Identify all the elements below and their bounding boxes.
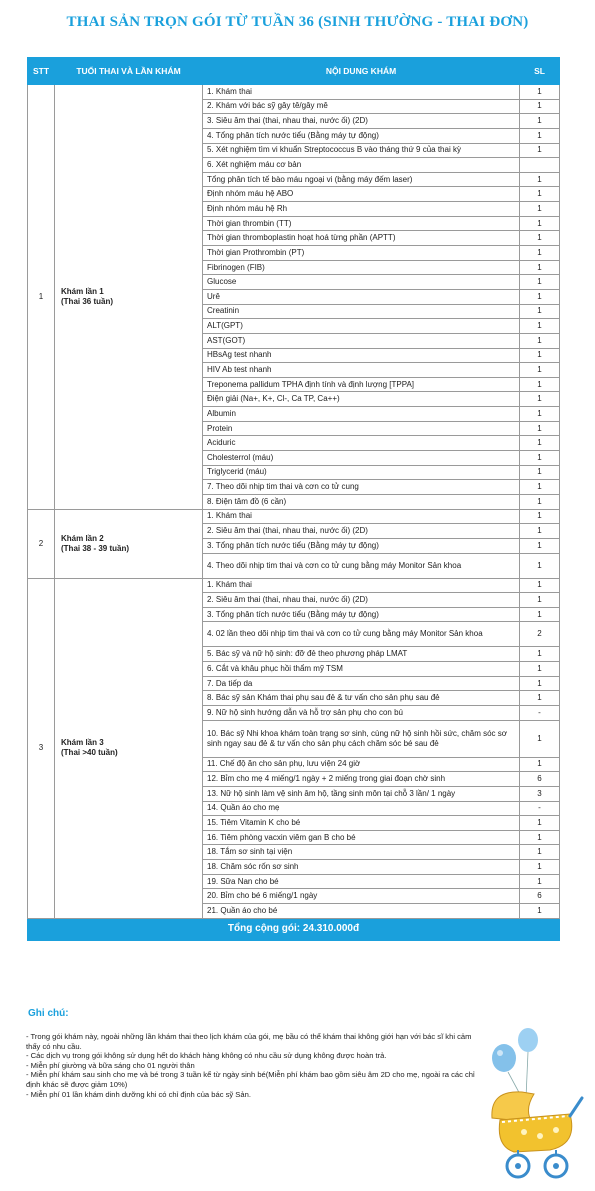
notes-title: Ghi chú:: [28, 1008, 69, 1019]
quantity-cell: 1: [520, 509, 560, 524]
visit-cell: [55, 578, 203, 918]
quantity-cell: 6: [520, 889, 560, 904]
content-cell: 20. Bỉm cho bé 6 miếng/1 ngày: [203, 889, 520, 904]
table-row: [28, 509, 560, 524]
content-cell: Tổng phân tích tế bào máu ngoại vi (bằng máy đếm laser): [203, 172, 520, 187]
content-cell: 18. Chăm sóc rốn sơ sinh: [203, 860, 520, 875]
quantity-cell: 1: [520, 289, 560, 304]
quantity-cell: 1: [520, 187, 560, 202]
quantity-cell: 1: [520, 607, 560, 622]
content-cell: 2. Siêu âm thai (thai, nhau thai, nước ối) (2D): [203, 593, 520, 608]
quantity-cell: 1: [520, 99, 560, 114]
quantity-cell: 1: [520, 465, 560, 480]
content-cell: HIV Ab test nhanh: [203, 363, 520, 378]
table-body: [28, 85, 560, 919]
quantity-cell: 2: [520, 622, 560, 647]
note-item: - Miễn phí khám sau sinh cho mẹ và bé trong 3 tuần kể từ ngày sinh bé(Miễn phí khám bao gồm siêu âm 2D cho mẹ, ngoài ra các chỉ định khác sẽ được giảm 10%): [26, 1070, 475, 1089]
note-item: - Trong gói khám này, ngoài những lần khám thai theo lịch khám của gói, mẹ bầu có thể khám thai không giới hạn với bác sĩ khi cảm thấy có nhu cầu.: [26, 1032, 472, 1051]
content-cell: 1. Khám thai: [203, 578, 520, 593]
content-cell: Triglycerid (máu): [203, 465, 520, 480]
quantity-cell: 1: [520, 845, 560, 860]
content-cell: 11. Chế độ ăn cho sản phụ, lưu viện 24 giờ: [203, 757, 520, 772]
quantity-cell: 1: [520, 480, 560, 495]
quantity-cell: 1: [520, 377, 560, 392]
quantity-cell: 1: [520, 816, 560, 831]
content-cell: 6. Cắt và khâu phục hồi thẩm mỹ TSM: [203, 662, 520, 677]
header-stt: STT: [28, 58, 55, 85]
stt-cell: 2: [28, 509, 55, 578]
content-cell: 21. Quần áo cho bé: [203, 904, 520, 919]
note-item: - Miễn phí 01 lần khám dinh dưỡng khi có chỉ định của bác sỹ Sản.: [26, 1089, 251, 1099]
notes: [26, 1032, 476, 1099]
content-cell: 10. Bác sỹ Nhi khoa khám toàn trạng sơ sinh, cùng nữ hộ sinh hồi sức, chăm sóc sơ sinh ngay sau đẻ & tư vấn cho sản phụ cách chăm sóc bé sau đẻ: [203, 720, 520, 757]
quantity-cell: 1: [520, 246, 560, 261]
content-cell: 9. Nữ hộ sinh hướng dẫn và hỗ trợ sản phụ cho con bú: [203, 705, 520, 720]
quantity-cell: 1: [520, 830, 560, 845]
content-cell: 4. Theo dõi nhịp tim thai và cơn co tử cung bằng máy Monitor Sản khoa: [203, 553, 520, 578]
content-cell: 4. Tổng phân tích nước tiểu (Bằng máy tự động): [203, 128, 520, 143]
quantity-cell: 1: [520, 538, 560, 553]
content-cell: Fibrinogen (FIB): [203, 260, 520, 275]
quantity-cell: 1: [520, 85, 560, 100]
quantity-cell: 1: [520, 275, 560, 290]
content-cell: 16. Tiêm phòng vacxin viêm gan B cho bé: [203, 830, 520, 845]
content-cell: Albumin: [203, 407, 520, 422]
quantity-cell: 1: [520, 128, 560, 143]
quantity-cell: 1: [520, 216, 560, 231]
content-cell: 19. Sữa Nan cho bé: [203, 874, 520, 889]
table-row: [28, 85, 560, 100]
content-cell: Thời gian Prothrombin (PT): [203, 246, 520, 261]
quantity-cell: 1: [520, 593, 560, 608]
content-cell: 4. 02 lần theo dõi nhịp tim thai và cơn co tử cung bằng máy Monitor Sản khoa: [203, 622, 520, 647]
quantity-cell: 1: [520, 304, 560, 319]
quantity-cell: 1: [520, 904, 560, 919]
visit-label: Khám lần 1: [61, 286, 104, 296]
quantity-cell: 1: [520, 231, 560, 246]
content-cell: Aciduric: [203, 436, 520, 451]
page-title: THAI SẢN TRỌN GÓI TỪ TUẦN 36 (SINH THƯỜNG - THAI ĐƠN): [66, 14, 529, 30]
quantity-cell: 1: [520, 172, 560, 187]
content-cell: Định nhóm máu hệ Rh: [203, 202, 520, 217]
quantity-cell: 1: [520, 691, 560, 706]
content-cell: 2. Siêu âm thai (thai, nhau thai, nước ối) (2D): [203, 524, 520, 539]
table-header-row: [28, 58, 560, 85]
content-cell: 3. Tổng phân tích nước tiểu (Bằng máy tự động): [203, 607, 520, 622]
table-row: [28, 578, 560, 593]
stt-cell: 1: [28, 85, 55, 510]
content-cell: 3. Tổng phân tích nước tiểu (Bằng máy tự động): [203, 538, 520, 553]
content-cell: Treponema pallidum TPHA định tính và định lượng [TPPA]: [203, 377, 520, 392]
content-cell: 3. Siêu âm thai (thai, nhau thai, nước ối) (2D): [203, 114, 520, 129]
content-cell: Glucose: [203, 275, 520, 290]
header-content: NỘI DUNG KHÁM: [203, 58, 520, 85]
quantity-cell: -: [520, 801, 560, 816]
quantity-cell: [520, 158, 560, 173]
total-price: Tổng cộng gói: 24.310.000đ: [28, 918, 560, 940]
quantity-cell: 1: [520, 676, 560, 691]
quantity-cell: 1: [520, 524, 560, 539]
content-cell: 1. Khám thai: [203, 509, 520, 524]
visit-week: (Thai 36 tuần): [61, 296, 114, 306]
content-cell: Định nhóm máu hệ ABO: [203, 187, 520, 202]
quantity-cell: 1: [520, 757, 560, 772]
quantity-cell: 1: [520, 114, 560, 129]
content-cell: Thời gian thrombin (TT): [203, 216, 520, 231]
quantity-cell: 1: [520, 451, 560, 466]
quantity-cell: 1: [520, 662, 560, 677]
content-cell: 13. Nữ hộ sinh làm vệ sinh âm hộ, tầng sinh môn tại chỗ 3 lần/ 1 ngày: [203, 786, 520, 801]
content-cell: 1. Khám thai: [203, 85, 520, 100]
quantity-cell: 1: [520, 578, 560, 593]
content-cell: 7. Theo dõi nhịp tim thai và cơn co tử cung: [203, 480, 520, 495]
balloon-icon: [492, 1044, 516, 1072]
content-cell: 15. Tiêm Vitamin K cho bé: [203, 816, 520, 831]
quantity-cell: 1: [520, 647, 560, 662]
content-cell: 7. Da tiếp da: [203, 676, 520, 691]
content-cell: Protein: [203, 421, 520, 436]
quantity-cell: 1: [520, 860, 560, 875]
balloon-icon: [518, 1028, 538, 1052]
content-cell: 8. Điện tâm đồ (6 cần): [203, 494, 520, 509]
content-cell: ALT(GPT): [203, 319, 520, 334]
content-cell: 8. Bác sỹ sản Khám thai phụ sau đẻ & tư vấn cho sản phụ sau đẻ: [203, 691, 520, 706]
visit-week: (Thai 38 - 39 tuần): [61, 543, 130, 553]
content-cell: Cholesterrol (máu): [203, 451, 520, 466]
content-cell: 12. Bỉm cho mẹ 4 miếng/1 ngày + 2 miếng trong giai đoạn chờ sinh: [203, 772, 520, 787]
note-item: - Các dịch vụ trong gói không sử dụng hết do khách hàng không có nhu cầu sử dụng không được hoàn trả.: [26, 1051, 387, 1061]
content-cell: 2. Khám với bác sỹ gây tê/gây mê: [203, 99, 520, 114]
content-cell: 14. Quần áo cho mẹ: [203, 801, 520, 816]
quantity-cell: 6: [520, 772, 560, 787]
content-cell: Creatinin: [203, 304, 520, 319]
content-cell: Điện giải (Na+, K+, Cl-, Ca TP, Ca++): [203, 392, 520, 407]
baby-stroller-illustration: [470, 1010, 590, 1185]
quantity-cell: 3: [520, 786, 560, 801]
quantity-cell: 1: [520, 260, 560, 275]
quantity-cell: -: [520, 705, 560, 720]
content-cell: 6. Xét nghiệm máu cơ bản: [203, 158, 520, 173]
quantity-cell: 1: [520, 407, 560, 422]
quantity-cell: 1: [520, 363, 560, 378]
quantity-cell: 1: [520, 143, 560, 158]
header-sl: SL: [520, 58, 560, 85]
package-table: [27, 57, 560, 941]
visit-cell: [55, 509, 203, 578]
visit-week: (Thai >40 tuần): [61, 748, 118, 758]
content-cell: 5. Bác sỹ và nữ hộ sinh: đỡ đẻ theo phương pháp LMAT: [203, 647, 520, 662]
content-cell: HBsAg test nhanh: [203, 348, 520, 363]
quantity-cell: 1: [520, 494, 560, 509]
quantity-cell: 1: [520, 720, 560, 757]
quantity-cell: 1: [520, 553, 560, 578]
visit-label: Khám lần 2: [61, 533, 104, 543]
quantity-cell: 1: [520, 436, 560, 451]
quantity-cell: 1: [520, 874, 560, 889]
content-cell: AST(GOT): [203, 333, 520, 348]
content-cell: Thời gian thromboplastin hoạt hoá từng phần (APTT): [203, 231, 520, 246]
quantity-cell: 1: [520, 202, 560, 217]
total-row: [28, 918, 560, 940]
quantity-cell: 1: [520, 421, 560, 436]
quantity-cell: 1: [520, 392, 560, 407]
quantity-cell: 1: [520, 333, 560, 348]
header-visit: TUỔI THAI VÀ LẦN KHÁM: [55, 58, 203, 85]
content-cell: 18. Tắm sơ sinh tại viện: [203, 845, 520, 860]
quantity-cell: 1: [520, 348, 560, 363]
note-item: - Miễn phí giường và bữa sáng cho 01 người thân: [26, 1060, 195, 1070]
stt-cell: 3: [28, 578, 55, 918]
content-cell: Urê: [203, 289, 520, 304]
quantity-cell: 1: [520, 319, 560, 334]
content-cell: 5. Xét nghiệm tìm vi khuẩn Streptococcus B vào tháng thứ 9 của thai kỳ: [203, 143, 520, 158]
visit-label: Khám lần 3: [61, 738, 104, 748]
visit-cell: [55, 85, 203, 510]
